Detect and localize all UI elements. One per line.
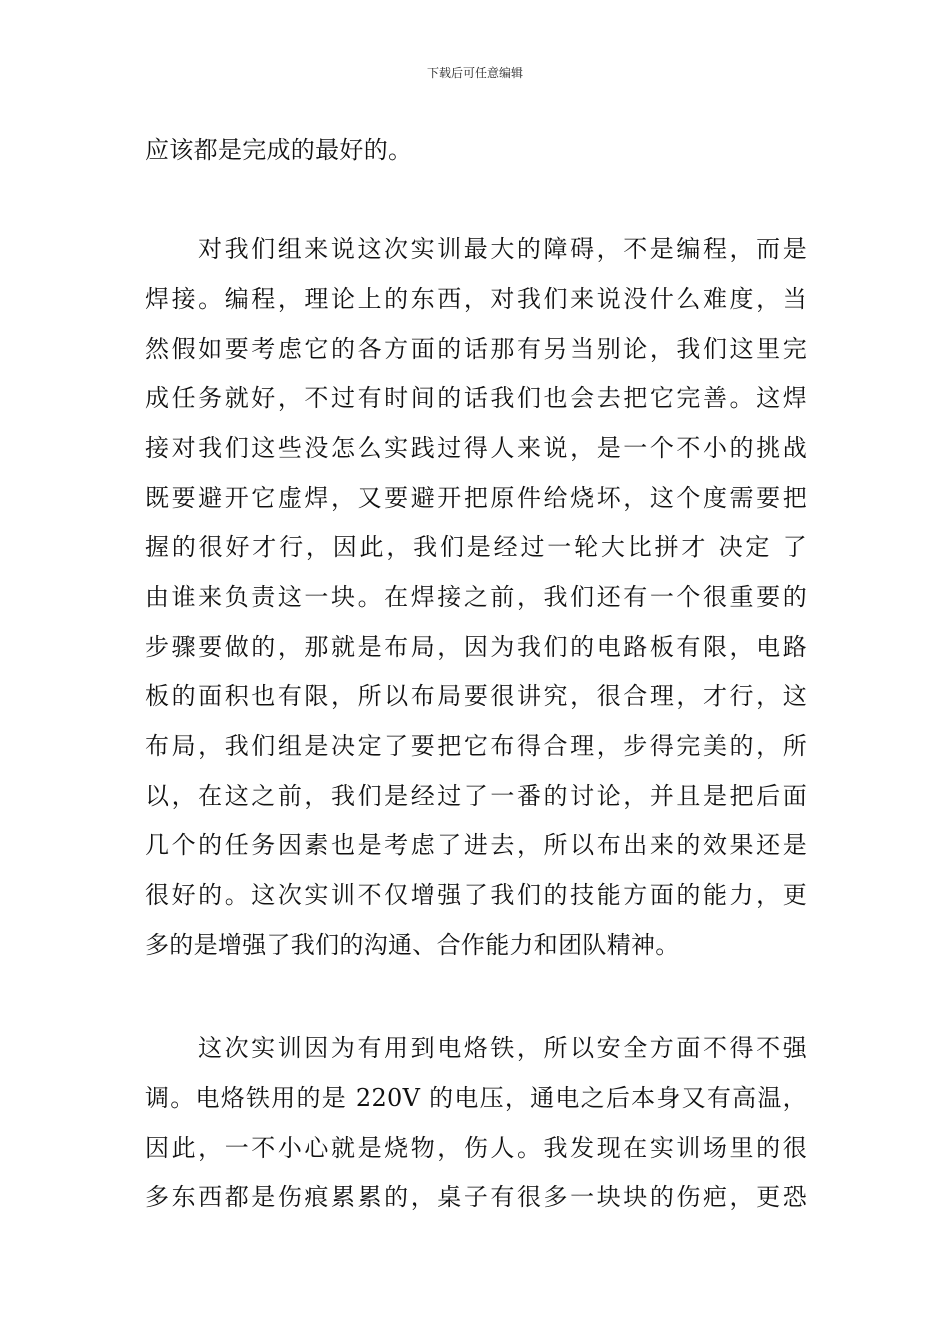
- paragraph-2-line-15: 多的是增强了我们的沟通、合作能力和团队精神。: [145, 931, 680, 959]
- paragraph-2-line-3: 然假如要考虑它的各方面的话那有另当别论，我们这里完: [145, 335, 807, 363]
- paragraph-2-line-13: 几个的任务因素也是考虑了进去，所以布出来的效果还是: [145, 831, 807, 859]
- paragraph-2-line-1: 对我们组来说这次实训最大的障碍，不是编程，而是: [198, 235, 807, 263]
- paragraph-2-line-5: 接对我们这些没怎么实践过得人来说，是一个不小的挑战: [145, 434, 807, 462]
- paragraph-2-line-7: 握的很好才行，因此，我们是经过一轮大比拼才 决定 了: [145, 533, 807, 561]
- paragraph-2-line-11: 布局，我们组是决定了要把它布得合理，步得完美的，所: [145, 732, 807, 760]
- paragraph-3-line-1: 这次实训因为有用到电烙铁，所以安全方面不得不强: [198, 1034, 807, 1062]
- paragraph-2-line-9: 步骤要做的，那就是布局，因为我们的电路板有限，电路: [145, 633, 807, 661]
- header-note: 下载后可任意编辑: [426, 66, 523, 80]
- paragraph-3-line-4: 多东西都是伤痕累累的，桌子有很多一块块的伤疤，更恐: [145, 1183, 807, 1211]
- paragraph-2-line-12: 以，在这之前，我们是经过了一番的讨论，并且是把后面: [145, 782, 807, 810]
- paragraph-2-line-10: 板的面积也有限，所以布局要很讲究，很合理，才行，这: [145, 682, 807, 710]
- paragraph-2-line-6: 既要避开它虚焊，又要避开把原件给烧坏，这个度需要把: [145, 484, 807, 512]
- paragraph-2-line-8: 由谁来负责这一块。在焊接之前，我们还有一个很重要的: [145, 583, 807, 611]
- paragraph-1-line-1: 应该都是完成的最好的。: [145, 136, 413, 164]
- paragraph-2-line-2: 焊接。编程，理论上的东西，对我们来说没什么难度，当: [145, 285, 807, 313]
- paragraph-2-line-4: 成任务就好，不过有时间的话我们也会去把它完善。这焊: [145, 384, 807, 412]
- paragraph-3-line-2: 调。电烙铁用的是 220V 的电压，通电之后本身又有高温，: [145, 1084, 807, 1112]
- paragraph-3-line-3: 因此，一不小心就是烧物，伤人。我发现在实训场里的很: [145, 1134, 807, 1162]
- paragraph-2-line-14: 很好的。这次实训不仅增强了我们的技能方面的能力，更: [145, 881, 807, 909]
